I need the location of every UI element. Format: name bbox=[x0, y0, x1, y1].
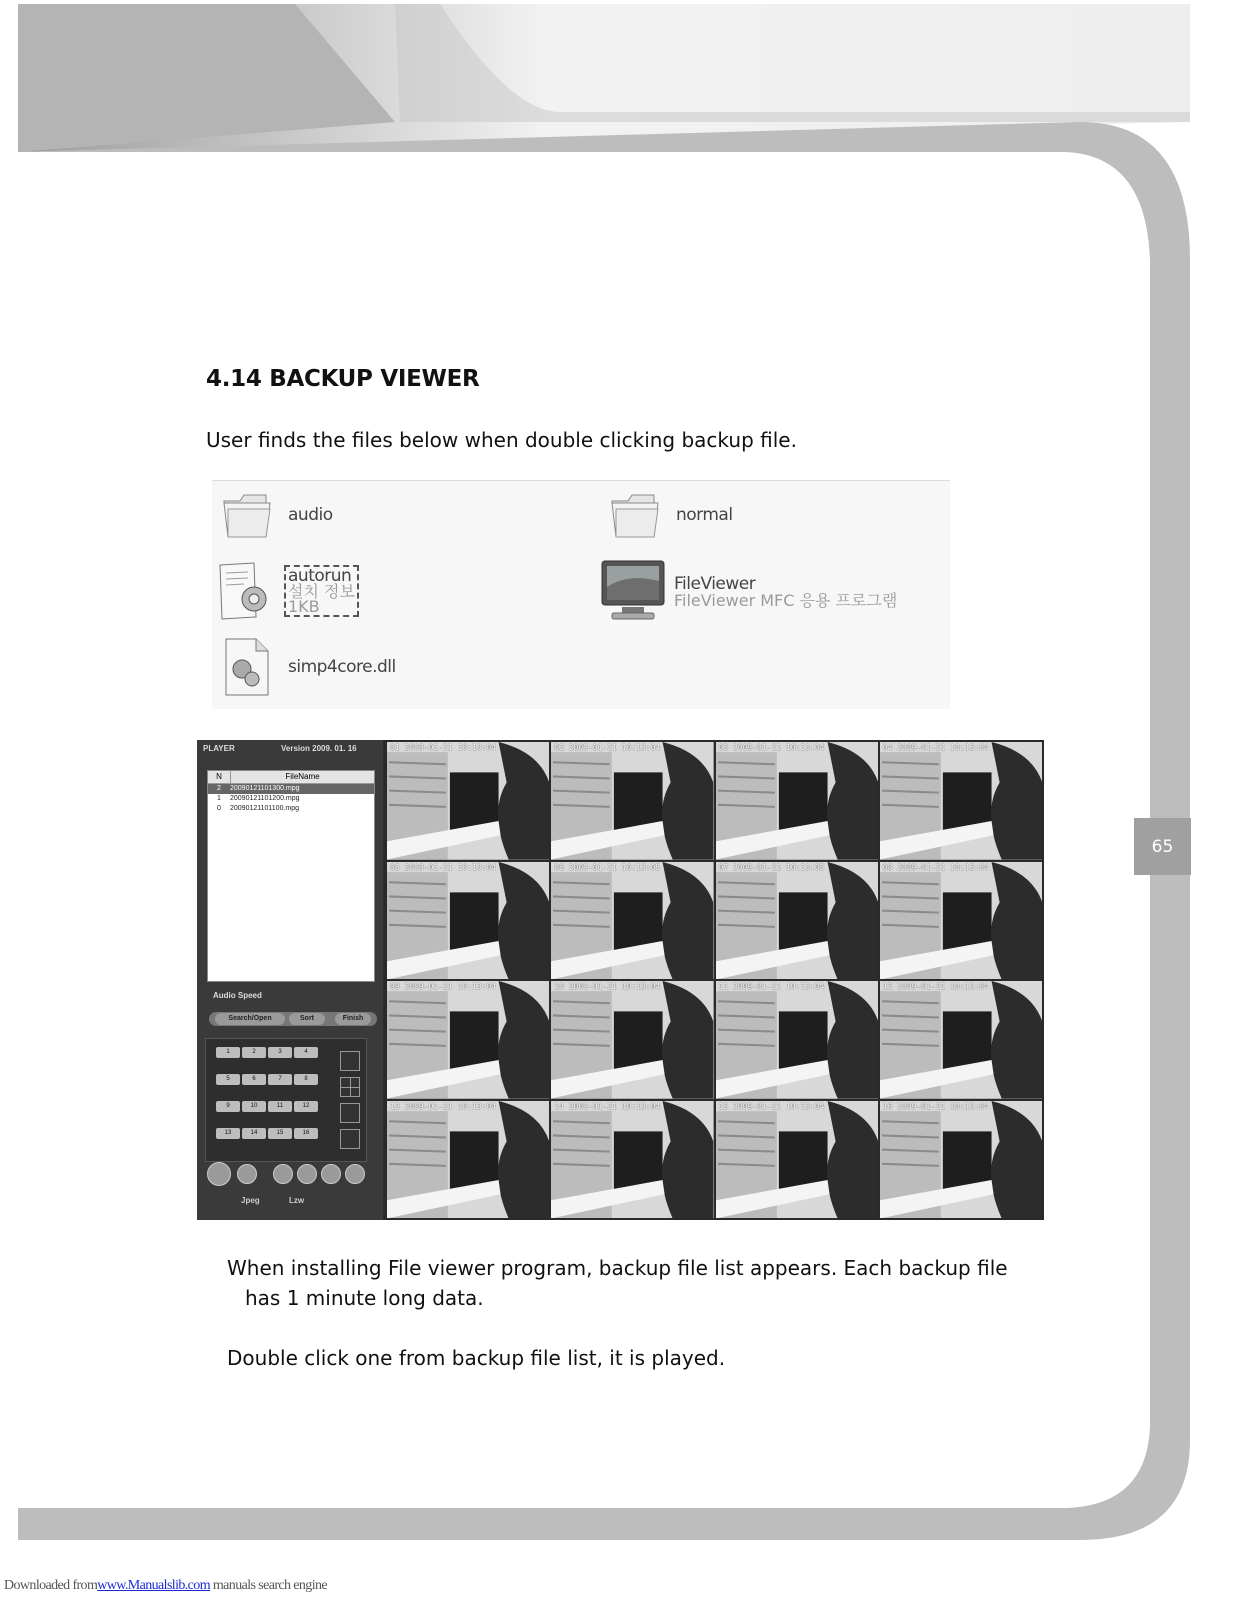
camera-tile[interactable] bbox=[387, 862, 549, 980]
camera-timestamp: 03 2009-01-21 10:13:04 bbox=[718, 743, 825, 752]
camera-timestamp: 11 2009-01-21 10:13:04 bbox=[718, 982, 825, 991]
camera-timestamp: 08 2009-01-21 10:13:04 bbox=[882, 862, 989, 872]
camera-timestamp: 09 2009-01-21 10:13:04 bbox=[390, 982, 496, 991]
camera-tile[interactable] bbox=[716, 862, 878, 980]
audio-speed-label: Audio Speed bbox=[213, 991, 262, 1000]
camera-tile[interactable] bbox=[880, 981, 1042, 1099]
camera-frame bbox=[716, 981, 878, 1099]
channel-button[interactable]: 10 bbox=[242, 1101, 266, 1112]
camera-frame bbox=[716, 862, 878, 980]
camera-tile[interactable] bbox=[551, 1101, 713, 1219]
split-16-icon[interactable] bbox=[340, 1129, 360, 1149]
camera-tile[interactable] bbox=[551, 862, 713, 980]
camera-tile[interactable] bbox=[387, 742, 549, 860]
camera-tile[interactable] bbox=[880, 742, 1042, 860]
camera-frame bbox=[387, 1101, 549, 1219]
list-header bbox=[208, 771, 374, 784]
channel-button[interactable]: 4 bbox=[294, 1047, 318, 1058]
list-item[interactable] bbox=[208, 794, 374, 804]
channel-button[interactable]: 14 bbox=[242, 1128, 266, 1139]
row-filename: 20090121101300.mpg bbox=[230, 785, 300, 792]
file-autorun[interactable] bbox=[214, 559, 359, 623]
camera-frame bbox=[880, 981, 1042, 1099]
row-index: 2 bbox=[217, 785, 221, 792]
file-label: normal bbox=[676, 505, 733, 525]
intro-text: User finds the files below when double clicking backup file. bbox=[206, 428, 797, 452]
camera-timestamp: 07 2009-01-21 10:13:05 bbox=[718, 862, 825, 872]
camera-frame bbox=[716, 742, 878, 860]
file-label: FileViewer bbox=[674, 573, 756, 594]
file-label: audio bbox=[288, 505, 333, 525]
row-index: 0 bbox=[217, 805, 221, 812]
folder-icon bbox=[608, 489, 662, 541]
paragraph-install bbox=[227, 1253, 1027, 1313]
viewer-version: Version 2009. 01. 16 bbox=[281, 744, 357, 753]
channel-button[interactable]: 11 bbox=[268, 1101, 292, 1112]
column-filename: FileName bbox=[285, 772, 320, 781]
camera-timestamp: 14 2009-01-21 10:13:04 bbox=[554, 1101, 661, 1111]
folder-icon bbox=[220, 489, 274, 541]
dll-icon bbox=[218, 635, 276, 699]
camera-tile[interactable] bbox=[551, 981, 713, 1099]
tab-jpeg[interactable]: Jpeg bbox=[241, 1196, 260, 1205]
file-size: 1KB bbox=[288, 597, 320, 616]
search-open-button[interactable]: Search/Open bbox=[215, 1013, 285, 1025]
split-9-icon[interactable] bbox=[340, 1103, 360, 1123]
rewind-icon[interactable] bbox=[273, 1164, 293, 1184]
paragraph-install-line2: has 1 minute long data. bbox=[245, 1286, 484, 1310]
channel-button[interactable]: 3 bbox=[268, 1047, 292, 1058]
backup-file-list[interactable] bbox=[207, 770, 375, 982]
camera-timestamp: 15 2009-01-21 10:13:04 bbox=[718, 1101, 825, 1111]
camera-grid bbox=[387, 742, 1042, 1218]
row-filename: 20090121101200.mpg bbox=[230, 795, 300, 802]
viewer-title: PLAYER bbox=[203, 744, 235, 753]
footer bbox=[4, 1578, 327, 1594]
split-1-icon[interactable] bbox=[340, 1051, 360, 1071]
camera-tile[interactable] bbox=[387, 981, 549, 1099]
camera-tile[interactable] bbox=[716, 1101, 878, 1219]
camera-frame bbox=[387, 742, 549, 860]
next-icon[interactable] bbox=[345, 1164, 365, 1184]
camera-timestamp: 10 2009-01-21 10:13:04 bbox=[554, 982, 661, 991]
file-fileviewer[interactable] bbox=[598, 557, 897, 625]
camera-frame bbox=[880, 862, 1042, 980]
camera-timestamp: 16 2009-01-21 10:13:04 bbox=[882, 1101, 989, 1111]
channel-button[interactable]: 15 bbox=[268, 1128, 292, 1139]
paragraph-install-line1: When installing File viewer program, backup file list appears. Each backup file bbox=[227, 1256, 1008, 1280]
camera-tile[interactable] bbox=[880, 862, 1042, 980]
camera-timestamp: 01 2009-01-21 10:13:04 bbox=[390, 743, 496, 752]
channel-button[interactable]: 1 bbox=[216, 1047, 240, 1058]
channel-button[interactable]: 5 bbox=[216, 1074, 240, 1085]
split-4-icon[interactable] bbox=[340, 1077, 360, 1097]
camera-tile[interactable] bbox=[880, 1101, 1042, 1219]
file-label: autorun bbox=[288, 566, 352, 586]
pause-icon[interactable] bbox=[297, 1164, 317, 1184]
camera-frame bbox=[880, 742, 1042, 860]
explorer-panel bbox=[212, 480, 950, 709]
row-index: 1 bbox=[217, 795, 221, 802]
footer-link[interactable]: www.Manualslib.com bbox=[97, 1578, 210, 1593]
camera-frame bbox=[551, 1101, 713, 1219]
channel-button[interactable]: 13 bbox=[216, 1128, 240, 1139]
paragraph-play: Double click one from backup file list, it is played. bbox=[227, 1346, 726, 1370]
camera-timestamp: 13 2009-01-21 10:13:04 bbox=[390, 1101, 496, 1111]
channel-button[interactable]: 12 bbox=[294, 1101, 318, 1112]
footer-suffix: manuals search engine bbox=[209, 1578, 328, 1593]
channel-button[interactable]: 6 bbox=[242, 1074, 266, 1085]
camera-timestamp: 05 2009-01-21 10:13:04 bbox=[390, 862, 496, 872]
camera-frame bbox=[716, 1101, 878, 1219]
camera-tile[interactable] bbox=[551, 742, 713, 860]
camera-tile[interactable] bbox=[387, 1101, 549, 1219]
file-label: simp4core.dll bbox=[288, 657, 396, 677]
channel-button[interactable]: 16 bbox=[294, 1128, 318, 1139]
forward-icon[interactable] bbox=[321, 1164, 341, 1184]
camera-timestamp: 02 2009-01-21 10:13:04 bbox=[554, 743, 661, 752]
channel-button[interactable]: 8 bbox=[294, 1074, 318, 1085]
camera-frame bbox=[880, 1101, 1042, 1219]
channel-button[interactable]: 9 bbox=[216, 1101, 240, 1112]
section-title: 4.14 BACKUP VIEWER bbox=[206, 366, 480, 392]
play-icon[interactable] bbox=[207, 1162, 231, 1186]
list-item[interactable] bbox=[208, 804, 374, 814]
tab-lzw[interactable]: Lzw bbox=[289, 1196, 305, 1205]
camera-frame bbox=[387, 862, 549, 980]
channel-keypad bbox=[205, 1038, 367, 1162]
backup-viewer-window bbox=[197, 740, 1044, 1220]
camera-frame bbox=[551, 862, 713, 980]
column-n: N bbox=[208, 771, 231, 783]
camera-tile[interactable] bbox=[716, 742, 878, 860]
camera-frame bbox=[387, 981, 549, 1099]
file-type: FileViewer MFC 응용 프로그램 bbox=[674, 590, 898, 610]
control-panel bbox=[197, 740, 383, 1220]
footer-prefix: Downloaded from bbox=[4, 1578, 98, 1593]
camera-frame bbox=[551, 742, 713, 860]
camera-frame bbox=[551, 981, 713, 1099]
camera-timestamp: 06 2009-01-21 10:13:05 bbox=[554, 862, 661, 872]
application-icon bbox=[598, 557, 670, 625]
file-simp4core[interactable] bbox=[218, 635, 396, 699]
channel-button[interactable]: 2 bbox=[242, 1047, 266, 1058]
folder-normal[interactable] bbox=[608, 489, 733, 541]
autorun-label-box bbox=[284, 565, 359, 617]
file-type: 설치 정보 bbox=[288, 582, 355, 601]
row-filename: 20090121101100.mpg bbox=[230, 805, 300, 812]
sort-button[interactable]: Sort bbox=[289, 1013, 325, 1025]
fileviewer-text bbox=[674, 575, 897, 608]
stop-icon[interactable] bbox=[237, 1164, 257, 1184]
setup-info-icon bbox=[214, 559, 278, 623]
page-number: 65 bbox=[1134, 818, 1191, 875]
finish-button[interactable]: Finish bbox=[335, 1013, 371, 1025]
camera-timestamp: 04 2009-01-21 10:13:04 bbox=[882, 743, 989, 752]
list-item[interactable] bbox=[208, 784, 374, 794]
folder-audio[interactable] bbox=[220, 489, 333, 541]
camera-tile[interactable] bbox=[716, 981, 878, 1099]
channel-button[interactable]: 7 bbox=[268, 1074, 292, 1085]
camera-timestamp: 12 2009-01-21 10:13:04 bbox=[882, 982, 989, 991]
